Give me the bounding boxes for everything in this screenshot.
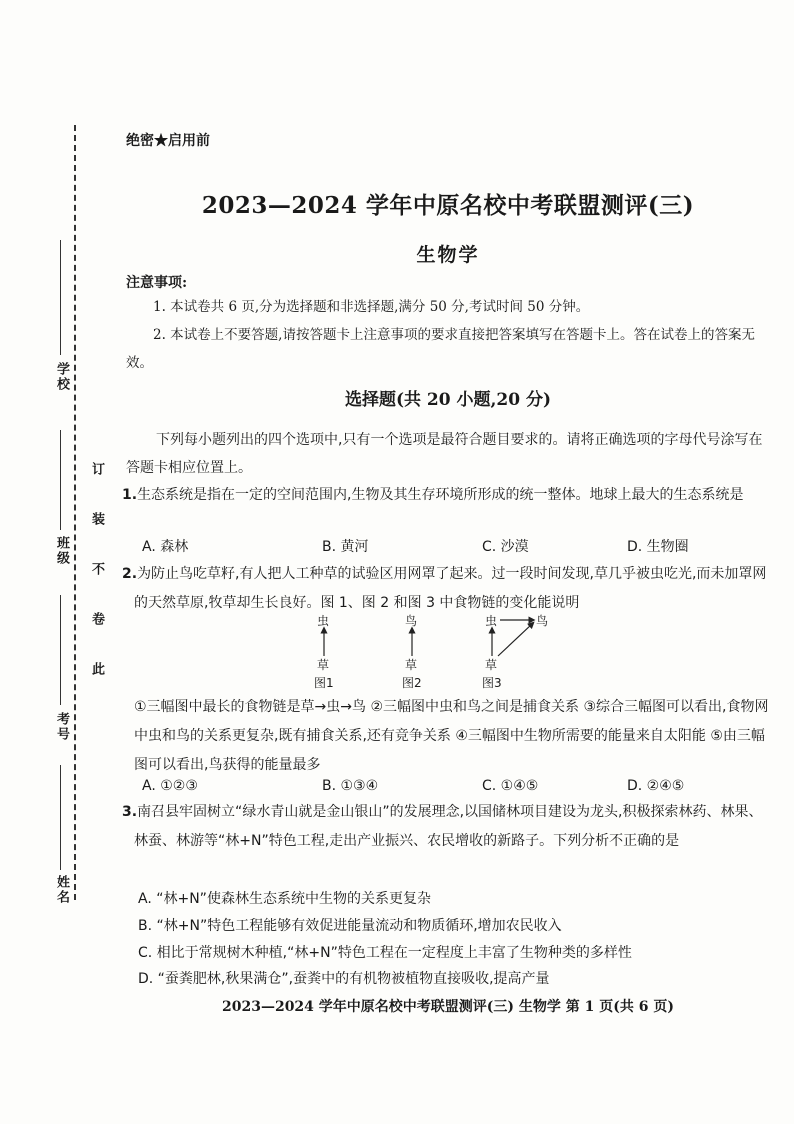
seal-char: 此 bbox=[89, 662, 104, 675]
question-number: 3. bbox=[122, 804, 138, 820]
seal-char: 订 bbox=[89, 462, 104, 475]
class-label: 班级 bbox=[54, 536, 69, 566]
name-label: 姓名 bbox=[54, 875, 69, 905]
question-2-statements: ①三幅图中最长的食物链是草→虫→鸟 ②三幅图中虫和鸟之间是捕食关系 ③综合三幅图可以看出,食物网中虫和鸟的关系更复杂,既有捕食关系,还有竞争关系 ④三幅图中生物所需要的能量来自太阳能 ⑤由三幅图可以看出,鸟获得的能量最多 bbox=[134, 699, 769, 773]
question-text: 生态系统是指在一定的空间范围内,生物及其生存环境所形成的统一整体。地球上最大的生态系统是 bbox=[137, 487, 744, 503]
exam-no-fill-line bbox=[60, 595, 61, 705]
notice-item: 1. 本试卷共 6 页,分为选择题和非选择题,满分 50 分,考试时间 50 分钟。 bbox=[153, 299, 590, 315]
fig1-top: 虫 bbox=[317, 614, 330, 628]
school-label: 学校 bbox=[54, 362, 69, 392]
fig3-caption: 图3 bbox=[482, 676, 502, 690]
food-chain-diagram bbox=[298, 612, 578, 692]
option-d: D. ②④⑤ bbox=[627, 778, 685, 794]
question-2-options bbox=[142, 778, 772, 798]
fig1-caption: 图1 bbox=[314, 676, 334, 690]
option-c: C. 沙漠 bbox=[482, 539, 529, 555]
question-1 bbox=[122, 481, 772, 510]
option-a: A. ①②③ bbox=[142, 778, 198, 794]
question-3 bbox=[122, 798, 772, 856]
option-b: B. ①③④ bbox=[322, 778, 379, 794]
option-a: A. 森林 bbox=[142, 539, 189, 555]
fig3-bottom: 草 bbox=[485, 658, 498, 672]
seal-char: 装 bbox=[89, 512, 104, 525]
option-c: C. 相比于常规树木种植,“林+N”特色工程在一定程度上丰富了生物种类的多样性 bbox=[138, 945, 632, 961]
cut-line bbox=[74, 125, 76, 900]
exam-no-label: 考号 bbox=[54, 712, 69, 742]
class-fill-line bbox=[60, 430, 61, 530]
question-1-options bbox=[142, 536, 772, 556]
fig2-caption: 图2 bbox=[402, 676, 422, 690]
question-number: 1. bbox=[122, 487, 138, 503]
binding-margin bbox=[0, 0, 115, 1124]
option-c: C. ①④⑤ bbox=[482, 778, 539, 794]
notice-heading: 注意事项: bbox=[126, 275, 188, 291]
section-title: 选择题(共 20 小题,20 分) bbox=[344, 390, 552, 410]
fig3-arrow-diag bbox=[498, 624, 532, 656]
fig3-right: 鸟 bbox=[536, 614, 549, 628]
secret-label: 绝密★启用前 bbox=[126, 133, 210, 149]
option-b: B. “林+N”特色工程能够有效促进能量流动和物质循环,增加农民收入 bbox=[138, 918, 562, 934]
seal-char: 卷 bbox=[89, 612, 104, 625]
question-2 bbox=[122, 560, 772, 618]
page-footer: 2023—2024 学年中原名校中考联盟测评(三) 生物学 第 1 页(共 6 页) bbox=[221, 999, 675, 1015]
name-fill-line bbox=[60, 765, 61, 870]
fig3-top: 虫 bbox=[485, 614, 498, 628]
fig2-bottom: 草 bbox=[405, 658, 418, 672]
question-text: 为防止鸟吃草籽,有人把人工种草的试验区用网罩了起来。过一段时间发现,草几乎被虫吃光,而未加罩网的天然草原,牧草却生长良好。图 1、图 2 和图 3 中食物链的变化能说明 bbox=[134, 566, 767, 611]
fig1-bottom: 草 bbox=[317, 658, 330, 672]
option-b: B. 黄河 bbox=[322, 539, 369, 555]
exam-title: 2023—2024 学年中原名校中考联盟测评(三) bbox=[201, 192, 695, 219]
option-a: A. “林+N”使森林生态系统中生物的关系更复杂 bbox=[138, 891, 431, 907]
section-intro: 下列每小题列出的四个选项中,只有一个选项是最符合题目要求的。请将正确选项的字母代号涂写在答题卡相应位置上。 bbox=[126, 432, 763, 476]
question-text: 南召县牢固树立“绿水青山就是金山银山”的发展理念,以国储林项目建设为龙头,积极探索林药、林果、林蚕、林游等“林+N”特色工程,走出产业振兴、农民增收的新路子。下列分析不正确的是 bbox=[134, 804, 763, 849]
option-d: D. “蚕粪肥林,秋果满仓”,蚕粪中的有机物被植物直接吸收,提高产量 bbox=[138, 971, 550, 987]
subject-title: 生物学 bbox=[416, 244, 480, 266]
option-d: D. 生物圈 bbox=[627, 539, 689, 555]
fig2-top: 鸟 bbox=[405, 614, 418, 628]
question-number: 2. bbox=[122, 566, 138, 582]
school-fill-line bbox=[60, 240, 61, 355]
seal-char: 不 bbox=[89, 562, 104, 575]
notice-item: 2. 本试卷上不要答题,请按答题卡上注意事项的要求直接把答案填写在答题卡上。答在试卷上的答案无效。 bbox=[126, 327, 755, 371]
